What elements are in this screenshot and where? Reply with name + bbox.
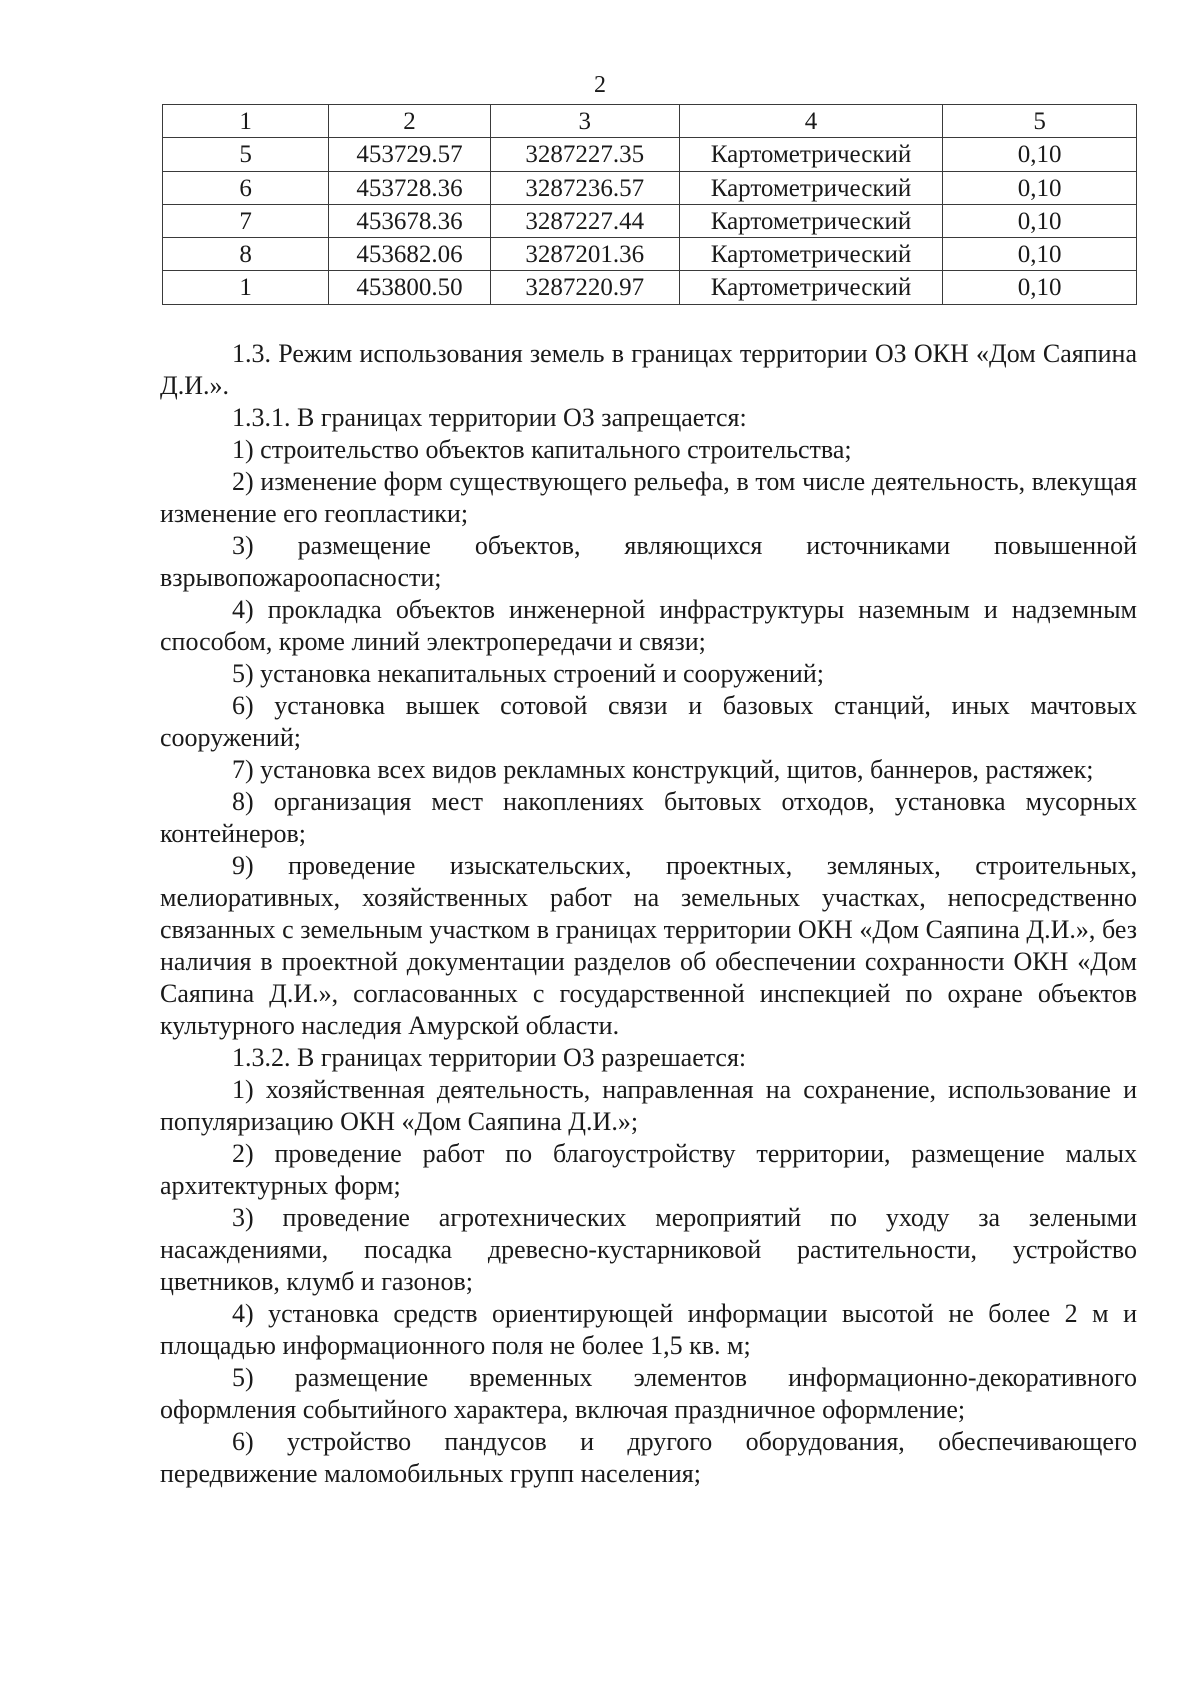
table-cell: 0,10 bbox=[943, 238, 1137, 271]
table-row bbox=[163, 138, 1137, 171]
table-cell: 0,10 bbox=[943, 138, 1137, 171]
table-cell: 7 bbox=[163, 204, 329, 237]
list-item: 5) установка некапитальных строений и сооружений; bbox=[232, 659, 824, 688]
table-cell: Картометрический bbox=[679, 171, 942, 204]
section-heading: 1.3. Режим использования земель в границах территории ОЗ ОКН «Дом Саяпина Д.И.». bbox=[160, 339, 1137, 400]
coordinates-table bbox=[162, 104, 1137, 305]
column-header: 2 bbox=[329, 105, 490, 138]
table-cell: 5 bbox=[163, 138, 329, 171]
list-item: 9) проведение изыскательских, проектных, земляных, строительных, мелиоративных, хозяйственных работ на земельных участках, непосредственно связанных с земельным участком в границах территории ОКН «Дом Саяпина Д.И.», без наличия в проектной документации разделов об обеспечении сохранности ОКН «Дом Саяпина Д.И.», согласованных с государственной инспекцией по охране объектов культурного наследия Амурской области. bbox=[160, 851, 1137, 1040]
list-item: 1) строительство объектов капитального строительства; bbox=[232, 435, 852, 464]
list-item: 6) устройство пандусов и другого оборудования, обеспечивающего передвижение маломобильных групп населения; bbox=[160, 1427, 1137, 1488]
list-item: 7) установка всех видов рекламных конструкций, щитов, баннеров, растяжек; bbox=[232, 755, 1094, 784]
table-cell: 3287201.36 bbox=[490, 238, 679, 271]
list-item: 1) хозяйственная деятельность, направленная на сохранение, использование и популяризацию ОКН «Дом Саяпина Д.И.»; bbox=[160, 1075, 1137, 1136]
table-cell: 0,10 bbox=[943, 271, 1137, 304]
table-cell: Картометрический bbox=[679, 271, 942, 304]
table-row bbox=[163, 204, 1137, 237]
table-cell: Картометрический bbox=[679, 204, 942, 237]
table-cell: Картометрический bbox=[679, 138, 942, 171]
list-item: 4) прокладка объектов инженерной инфраструктуры наземным и надземным способом, кроме линий электропередачи и связи; bbox=[160, 595, 1137, 656]
table-cell: 8 bbox=[163, 238, 329, 271]
document-body bbox=[160, 338, 1137, 1490]
list-item: 5) размещение временных элементов информационно-декоративного оформления событийного характера, включая праздничное оформление; bbox=[160, 1363, 1137, 1424]
list-item: 4) установка средств ориентирующей информации высотой не более 2 м и площадью информационного поля не более 1,5 кв. м; bbox=[160, 1299, 1137, 1360]
table-cell: 6 bbox=[163, 171, 329, 204]
table-row bbox=[163, 238, 1137, 271]
table-cell: 3287227.35 bbox=[490, 138, 679, 171]
table-cell: 453800.50 bbox=[329, 271, 490, 304]
table-cell: 453728.36 bbox=[329, 171, 490, 204]
column-header: 4 bbox=[679, 105, 942, 138]
list-item: 3) проведение агротехнических мероприятий по уходу за зелеными насаждениями, посадка древесно-кустарниковой растительности, устройство цветников, клумб и газонов; bbox=[160, 1203, 1137, 1296]
table-cell: 453729.57 bbox=[329, 138, 490, 171]
table-cell: 453678.36 bbox=[329, 204, 490, 237]
list-item: 6) установка вышек сотовой связи и базовых станций, иных мачтовых сооружений; bbox=[160, 691, 1137, 752]
table-cell: 3287227.44 bbox=[490, 204, 679, 237]
list-item: 2) изменение форм существующего рельефа, в том числе деятельность, влекущая изменение его геопластики; bbox=[160, 467, 1137, 528]
table-cell: 3287220.97 bbox=[490, 271, 679, 304]
table-row bbox=[163, 171, 1137, 204]
column-header: 3 bbox=[490, 105, 679, 138]
page-number: 2 bbox=[594, 72, 606, 98]
table-header-row bbox=[163, 105, 1137, 138]
subsection-heading: 1.3.1. В границах территории ОЗ запрещается: bbox=[232, 403, 747, 432]
table-cell: 453682.06 bbox=[329, 238, 490, 271]
list-item: 8) организация мест накоплениях бытовых отходов, установка мусорных контейнеров; bbox=[160, 787, 1137, 848]
table-cell: 1 bbox=[163, 271, 329, 304]
subsection-heading: 1.3.2. В границах территории ОЗ разрешается: bbox=[232, 1043, 747, 1072]
table-row bbox=[163, 271, 1137, 304]
list-item: 3) размещение объектов, являющихся источниками повышенной взрывопожароопасности; bbox=[160, 531, 1137, 592]
table-cell: 0,10 bbox=[943, 171, 1137, 204]
table-cell: Картометрический bbox=[679, 238, 942, 271]
list-item: 2) проведение работ по благоустройству территории, размещение малых архитектурных форм; bbox=[160, 1139, 1137, 1200]
table-cell: 3287236.57 bbox=[490, 171, 679, 204]
column-header: 5 bbox=[943, 105, 1137, 138]
table-cell: 0,10 bbox=[943, 204, 1137, 237]
column-header: 1 bbox=[163, 105, 329, 138]
